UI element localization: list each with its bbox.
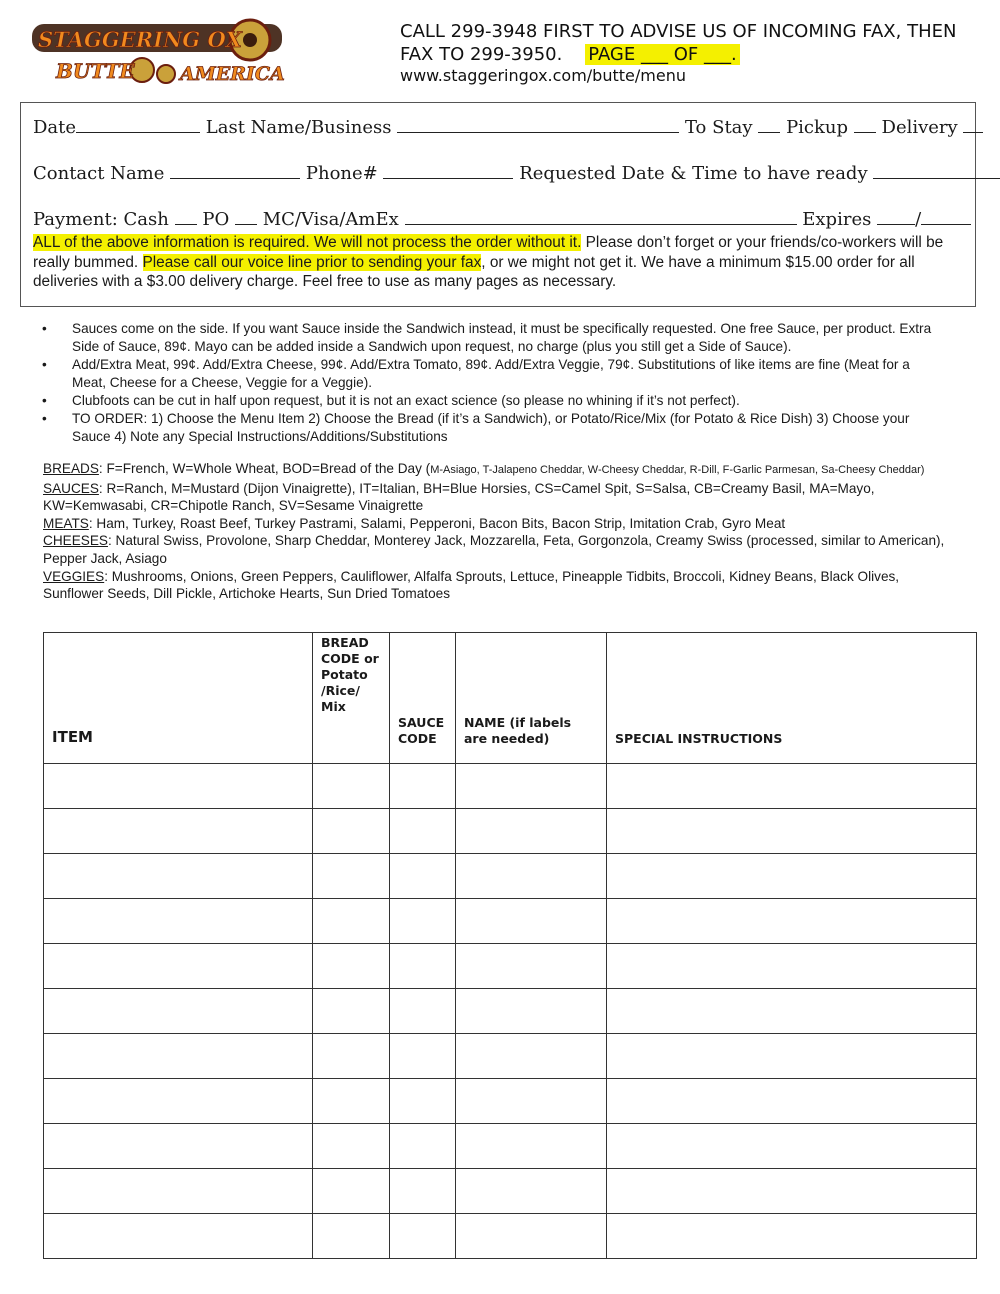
to-stay-label: To Stay xyxy=(684,117,753,138)
page-count-label: PAGE ___ OF ___. xyxy=(585,44,739,65)
expires-label: Expires xyxy=(802,209,872,230)
col-header-name: NAME (if labels are needed) xyxy=(456,633,607,764)
contact-name-field[interactable] xyxy=(170,164,300,179)
name-cell[interactable] xyxy=(456,1214,607,1259)
name-cell[interactable] xyxy=(456,899,607,944)
to-stay-field[interactable] xyxy=(758,118,780,133)
codes-legend xyxy=(43,460,963,603)
note-extras: • Add/Extra Meat, 99¢. Add/Extra Cheese, 99¢. Add/Extra Tomato, 89¢. Add/Extra Veggie, 79¢. Substitutions of like items are fine (Meat for a Meat, Cheese for a Cheese, Veggie for a Veggie). xyxy=(42,356,947,392)
cheeses-legend xyxy=(43,532,963,567)
small-gear-icon-2 xyxy=(157,65,175,83)
phone-label: Phone# xyxy=(305,163,378,184)
table-row xyxy=(44,1124,977,1169)
note-clubfoots: • Clubfoots can be cut in half upon request, but it is not an exact science (so please no whining if it’s not perfect). xyxy=(42,392,947,410)
sauce-code-cell[interactable] xyxy=(390,1169,456,1214)
special-instructions-cell[interactable] xyxy=(607,899,977,944)
special-instructions-cell[interactable] xyxy=(607,1169,977,1214)
item-cell[interactable] xyxy=(44,809,313,854)
meats-text: : Ham, Turkey, Roast Beef, Turkey Pastrami, Salami, Pepperoni, Bacon Bits, Bacon Strip, Imitation Crab, Gyro Meat xyxy=(88,515,786,531)
table-row xyxy=(44,1079,977,1124)
table-row xyxy=(44,1034,977,1079)
header-line-1: CALL 299-3948 FIRST TO ADVISE US OF INCOMING FAX, THEN xyxy=(400,21,957,42)
bread-code-cell[interactable] xyxy=(313,1124,390,1169)
notice-text-1: Please don’t forget or your friends/co-workers will be really bummed. xyxy=(33,234,944,271)
logo-left-text: BUTTE xyxy=(56,59,135,83)
special-instructions-cell[interactable] xyxy=(607,1034,977,1079)
item-cell[interactable] xyxy=(44,989,313,1034)
name-cell[interactable] xyxy=(456,1079,607,1124)
sauces-legend xyxy=(43,480,963,515)
requested-time-label: Requested Date & Time to have ready xyxy=(519,163,868,184)
sauce-code-cell[interactable] xyxy=(390,989,456,1034)
item-cell[interactable] xyxy=(44,1079,313,1124)
table-row xyxy=(44,944,977,989)
bread-code-cell[interactable] xyxy=(313,899,390,944)
cash-field[interactable] xyxy=(175,210,197,225)
sauce-code-cell[interactable] xyxy=(390,854,456,899)
table-row xyxy=(44,989,977,1034)
bread-code-cell[interactable] xyxy=(313,1079,390,1124)
sauce-code-cell[interactable] xyxy=(390,1079,456,1124)
menu-url: www.staggeringox.com/butte/menu xyxy=(400,66,686,85)
special-instructions-cell[interactable] xyxy=(607,1214,977,1259)
table-row xyxy=(44,1214,977,1259)
sauce-code-cell[interactable] xyxy=(390,1214,456,1259)
item-cell[interactable] xyxy=(44,1169,313,1214)
sauce-code-cell[interactable] xyxy=(390,944,456,989)
table-row xyxy=(44,764,977,809)
sauce-code-cell[interactable] xyxy=(390,809,456,854)
payment-cash-label: Payment: Cash xyxy=(33,209,169,230)
order-table xyxy=(43,632,977,1259)
staggering-ox-logo xyxy=(30,18,290,86)
requested-time-field[interactable] xyxy=(873,164,1000,179)
breads-text: : F=French, W=Whole Wheat, BOD=Bread of the Day ( xyxy=(98,461,431,476)
meats-legend xyxy=(43,515,963,533)
note-to-order: • TO ORDER: 1) Choose the Menu Item 2) Choose the Bread (if it’s a Sandwich), or Potato/Rice/Mix (for Potato & Rice Dish) 3) Choose your Sauce 4) Note any Special Instructions/Additions/Substitutions xyxy=(42,410,947,446)
name-cell[interactable] xyxy=(456,809,607,854)
last-name-field[interactable] xyxy=(397,118,679,133)
name-cell[interactable] xyxy=(456,854,607,899)
col-header-sauce-code: SAUCE CODE xyxy=(390,633,456,764)
row-contact xyxy=(33,163,1000,184)
bread-code-cell[interactable] xyxy=(313,1214,390,1259)
card-label: MC/Visa/AmEx xyxy=(262,209,399,230)
col-header-item: ITEM xyxy=(44,633,313,764)
notice-text-2: , or we might not get it. We have a minimum $15.00 order for all deliveries with a $3.00 delivery charge. Feel free to use as many pages as necessary. xyxy=(33,253,915,290)
pickup-field[interactable] xyxy=(854,118,876,133)
name-cell[interactable] xyxy=(456,944,607,989)
name-cell[interactable] xyxy=(456,1169,607,1214)
required-notice-highlight: ALL of the above information is required. We will not process the order without it. xyxy=(33,234,582,251)
breads-key: BREADS xyxy=(43,461,99,476)
sauce-code-cell[interactable] xyxy=(390,1034,456,1079)
name-cell[interactable] xyxy=(456,764,607,809)
fax-instructions-header xyxy=(400,20,980,86)
breads-legend xyxy=(43,460,963,480)
card-number-field[interactable] xyxy=(405,210,797,225)
po-field[interactable] xyxy=(235,210,257,225)
name-cell[interactable] xyxy=(456,989,607,1034)
sauces-text: : R=Ranch, M=Mustard (Dijon Vinaigrette), IT=Italian, BH=Blue Horsies, CS=Camel Spit, S=Salsa, CB=Creamy Basil, MA=Mayo, KW=Kemwasabi, CR=Chipotle Ranch, SV=Sesame Vinaigrette xyxy=(43,480,875,514)
veggies-key: VEGGIES xyxy=(43,568,105,584)
ordering-notes-list xyxy=(42,320,947,446)
customer-info-box xyxy=(20,102,976,307)
veggies-text: : Mushrooms, Onions, Green Peppers, Cauliflower, Alfalfa Sprouts, Lettuce, Pineapple Tidbits, Broccoli, Kidney Beans, Black Olives, Sunflower Seeds, Dill Pickle, Artichoke Hearts, Sun Dried Tomatoes xyxy=(43,568,900,602)
logo-right-text: AMERICA xyxy=(180,63,285,85)
veggies-legend xyxy=(43,568,963,603)
po-label: PO xyxy=(202,209,230,230)
bread-code-cell[interactable] xyxy=(313,1034,390,1079)
bread-code-cell[interactable] xyxy=(313,854,390,899)
date-field[interactable] xyxy=(76,118,200,133)
item-cell[interactable] xyxy=(44,764,313,809)
sauce-code-cell[interactable] xyxy=(390,899,456,944)
sauce-code-cell[interactable] xyxy=(390,764,456,809)
logo-graphic xyxy=(30,18,290,86)
order-rows xyxy=(44,764,977,1259)
special-instructions-cell[interactable] xyxy=(607,944,977,989)
item-cell[interactable] xyxy=(44,854,313,899)
last-name-label: Last Name/Business xyxy=(205,117,392,138)
bread-code-cell[interactable] xyxy=(313,1169,390,1214)
bread-code-cell[interactable] xyxy=(313,944,390,989)
cheeses-key: CHEESES xyxy=(43,533,108,549)
item-cell[interactable] xyxy=(44,1124,313,1169)
header-line-2 xyxy=(400,43,980,66)
col-header-special-instructions: SPECIAL INSTRUCTIONS xyxy=(607,633,977,764)
contact-name-label: Contact Name xyxy=(33,163,165,184)
table-row xyxy=(44,854,977,899)
table-row xyxy=(44,899,977,944)
logo-top-text: STAGGERING OX xyxy=(38,27,242,52)
item-cell[interactable] xyxy=(44,1034,313,1079)
special-instructions-cell[interactable] xyxy=(607,989,977,1034)
phone-field[interactable] xyxy=(383,164,513,179)
expires-year-field[interactable] xyxy=(921,210,971,225)
bread-code-cell[interactable] xyxy=(313,764,390,809)
item-cell[interactable] xyxy=(44,899,313,944)
expires-separator: / xyxy=(915,209,922,230)
item-cell[interactable] xyxy=(44,1214,313,1259)
table-header-row xyxy=(44,633,977,764)
bread-code-cell[interactable] xyxy=(313,809,390,854)
special-instructions-cell[interactable] xyxy=(607,1079,977,1124)
special-instructions-cell[interactable] xyxy=(607,809,977,854)
delivery-label: Delivery xyxy=(881,117,958,138)
sauces-key: SAUCES xyxy=(43,480,99,496)
row-date-name xyxy=(33,117,983,138)
cheeses-text: : Natural Swiss, Provolone, Sharp Cheddar, Monterey Jack, Mozzarella, Feta, Gorgonzola, Creamy Swiss (processed, similar to American), Pepper Jack, Asiago xyxy=(43,533,945,566)
expires-month-field[interactable] xyxy=(877,210,915,225)
item-cell[interactable] xyxy=(44,944,313,989)
gear-hub-icon xyxy=(243,33,257,47)
delivery-field[interactable] xyxy=(963,118,983,133)
special-instructions-cell[interactable] xyxy=(607,1124,977,1169)
note-sauces: • Sauces come on the side. If you want Sauce inside the Sandwich instead, it must be specifically requested. One free Sauce, per product. Extra Side of Sauce, 89¢. Mayo can be added inside a Sandwich upon request, no charge (plus you still get a Side of Sauce). xyxy=(42,320,947,356)
row-payment xyxy=(33,209,971,230)
table-row xyxy=(44,1169,977,1214)
date-label: Date xyxy=(33,117,77,138)
name-cell[interactable] xyxy=(456,1124,607,1169)
special-instructions-cell[interactable] xyxy=(607,854,977,899)
name-cell[interactable] xyxy=(456,1034,607,1079)
breads-small-text: M-Asiago, T-Jalapeno Cheddar, W-Cheesy Cheddar, R-Dill, F-Garlic Parmesan, Sa-Cheesy Cheddar) xyxy=(430,464,925,476)
col-header-bread-code: BREAD CODE or Potato /Rice/ Mix xyxy=(313,633,390,764)
pickup-label: Pickup xyxy=(786,117,849,138)
meats-key: MEATS xyxy=(43,515,89,531)
sauce-code-cell[interactable] xyxy=(390,1124,456,1169)
special-instructions-cell[interactable] xyxy=(607,764,977,809)
fax-number-text: FAX TO 299-3950. xyxy=(400,44,563,65)
bread-code-cell[interactable] xyxy=(313,989,390,1034)
table-row xyxy=(44,809,977,854)
call-first-highlight: Please call our voice line prior to sending your fax xyxy=(142,253,482,271)
required-info-notice xyxy=(33,233,968,292)
